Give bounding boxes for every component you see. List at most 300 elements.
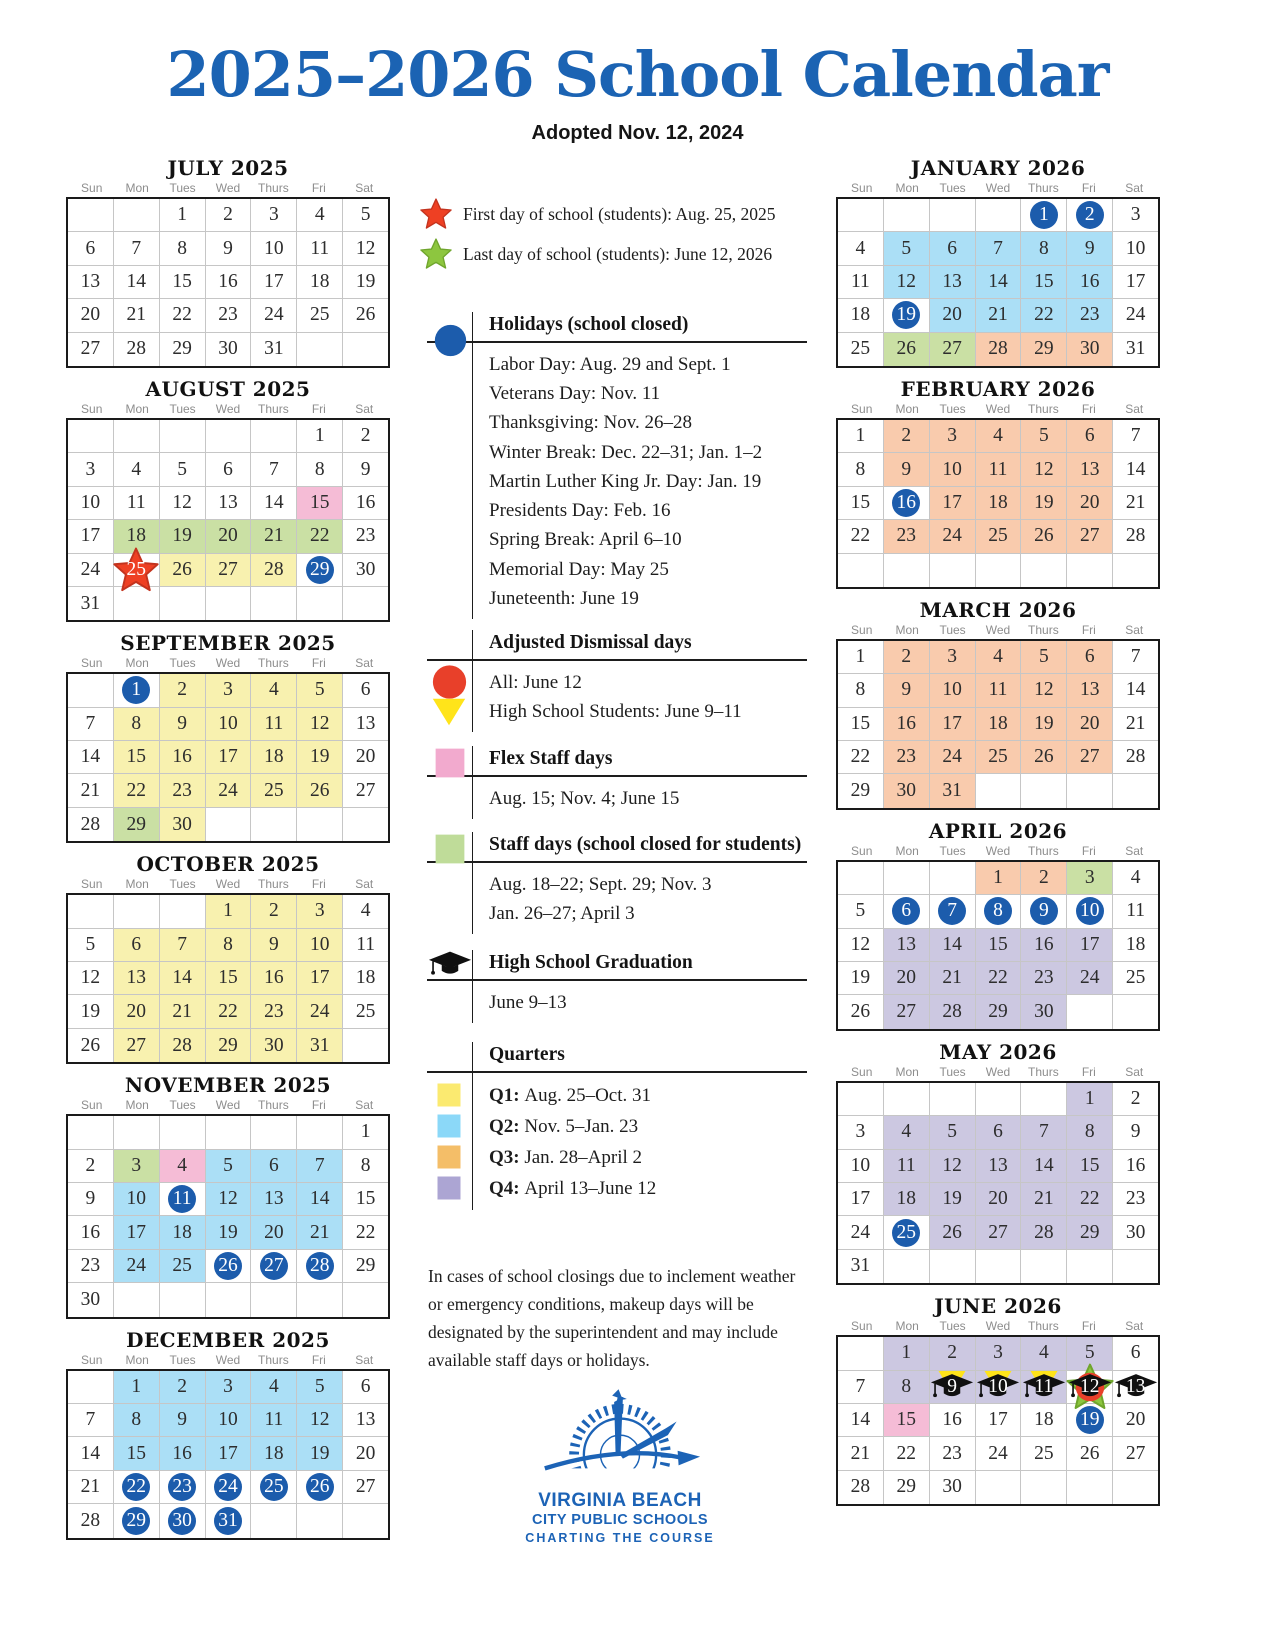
day-number: 21 bbox=[80, 1475, 101, 1497]
dow-header: Wed bbox=[985, 181, 1011, 195]
day-cell bbox=[1021, 862, 1067, 894]
day-number: 30 bbox=[1125, 1221, 1146, 1243]
day-cell bbox=[930, 333, 976, 366]
day-number: 3 bbox=[223, 1375, 233, 1397]
dow-header: Sat bbox=[1125, 1319, 1144, 1334]
day-number: 23 bbox=[1079, 304, 1100, 326]
legend-item bbox=[489, 1080, 808, 1111]
day-cell bbox=[976, 487, 1022, 519]
day-number: 3 bbox=[85, 458, 96, 480]
legend-rule bbox=[427, 659, 807, 661]
day-cell bbox=[297, 1371, 343, 1403]
week-row bbox=[838, 929, 1158, 962]
day-number: 9 bbox=[1130, 1121, 1141, 1143]
legend-item-text: Spring Break: April 6–10 bbox=[489, 529, 682, 551]
day-number: 5 bbox=[314, 679, 325, 701]
day-number: 20 bbox=[264, 1221, 284, 1243]
dow-header: Sun bbox=[81, 181, 103, 195]
quarter-label: Q3: bbox=[489, 1146, 525, 1168]
legend-item bbox=[489, 1142, 808, 1173]
day-number: 1 bbox=[1038, 204, 1049, 226]
legend-rule bbox=[427, 979, 807, 981]
day-cell bbox=[251, 1116, 297, 1148]
day-number: 25 bbox=[988, 746, 1008, 768]
day-number: 28 bbox=[988, 338, 1008, 360]
week-row bbox=[68, 266, 388, 299]
legend-item-text: April 13–June 12 bbox=[524, 1177, 657, 1199]
day-cell bbox=[884, 1083, 930, 1115]
day-number: 7 bbox=[131, 237, 142, 259]
day-cell bbox=[1021, 1404, 1067, 1436]
legend-section-flex bbox=[428, 746, 808, 819]
day-number: 26 bbox=[80, 1034, 101, 1056]
month-grid bbox=[66, 197, 390, 368]
day-cell bbox=[68, 1150, 114, 1182]
week-row bbox=[838, 995, 1158, 1028]
day-number: 13 bbox=[80, 270, 101, 292]
day-cell bbox=[206, 1029, 252, 1062]
day-number: 30 bbox=[218, 338, 238, 360]
day-number: 10 bbox=[850, 1154, 871, 1176]
day-cell bbox=[838, 520, 884, 552]
legend-item bbox=[489, 697, 808, 726]
day-number: 1 bbox=[993, 867, 1003, 889]
star-legend-line bbox=[420, 198, 776, 230]
day-cell bbox=[68, 774, 114, 806]
day-cell bbox=[251, 1404, 297, 1436]
inclement-weather-note: In cases of school closings due to inclement weather or emergency conditions, makeup days will be designated by the superintendent and may include available staff days or holidays. bbox=[428, 1266, 796, 1370]
month-title: FEBRUARY 2026 bbox=[900, 376, 1096, 401]
day-cell bbox=[884, 1404, 930, 1436]
legend-item-text: Nov. 5–Jan. 23 bbox=[524, 1115, 639, 1137]
day-cell bbox=[297, 587, 343, 620]
month-grid bbox=[836, 1081, 1160, 1285]
day-number: 4 bbox=[901, 1121, 912, 1143]
week-row bbox=[838, 554, 1158, 587]
day-cell bbox=[884, 199, 930, 231]
day-cell bbox=[251, 554, 297, 586]
day-cell bbox=[884, 520, 930, 552]
day-number: 19 bbox=[355, 270, 376, 292]
day-cell bbox=[251, 199, 297, 231]
dow-header: Mon bbox=[895, 843, 919, 858]
week-row bbox=[68, 808, 388, 841]
day-cell bbox=[838, 1150, 884, 1182]
day-cell bbox=[343, 1183, 388, 1215]
legend-item-text: High School Students: June 9–11 bbox=[489, 700, 742, 722]
day-cell bbox=[1021, 1083, 1067, 1115]
day-cell bbox=[930, 1150, 976, 1182]
day-cell bbox=[206, 1504, 252, 1537]
day-number: 14 bbox=[1034, 1154, 1054, 1176]
day-cell bbox=[68, 1029, 114, 1062]
day-number: 22 bbox=[218, 1000, 238, 1022]
day-of-week-headers bbox=[66, 1353, 390, 1369]
day-cell bbox=[1021, 199, 1067, 231]
vbcps-logo bbox=[420, 1388, 820, 1545]
day-number: 24 bbox=[218, 779, 238, 801]
day-number: 26 bbox=[896, 338, 917, 360]
day-cell bbox=[297, 929, 343, 961]
day-cell bbox=[930, 232, 976, 264]
day-number: 15 bbox=[309, 491, 330, 513]
day-cell bbox=[1067, 1083, 1113, 1115]
day-cell bbox=[1113, 1150, 1158, 1182]
day-cell bbox=[68, 1250, 114, 1282]
calendar-may-2026 bbox=[836, 1040, 1160, 1285]
day-number: 12 bbox=[309, 1409, 330, 1431]
day-number: 27 bbox=[264, 1254, 284, 1276]
day-number: 20 bbox=[218, 525, 238, 547]
dow-header: Mon bbox=[125, 1352, 149, 1367]
day-number: 11 bbox=[1126, 900, 1145, 922]
day-cell bbox=[930, 995, 976, 1028]
day-number: 19 bbox=[1034, 712, 1054, 734]
week-row bbox=[838, 333, 1158, 366]
day-number: 26 bbox=[309, 1475, 330, 1497]
day-number: 16 bbox=[1034, 933, 1054, 955]
day-cell bbox=[297, 1150, 343, 1182]
day-cell bbox=[884, 1116, 930, 1148]
dow-header: Tues bbox=[169, 401, 196, 416]
week-row bbox=[838, 1371, 1158, 1404]
legend-item bbox=[489, 899, 808, 928]
day-number: 15 bbox=[218, 967, 238, 989]
calendar-august-2025 bbox=[66, 377, 390, 622]
day-cell bbox=[1067, 1150, 1113, 1182]
day-number: 11 bbox=[851, 270, 870, 292]
day-cell bbox=[884, 487, 930, 519]
day-number: 6 bbox=[901, 900, 912, 922]
day-number: 9 bbox=[85, 1188, 96, 1210]
day-cell bbox=[1021, 1471, 1067, 1504]
holidays-circle-icon bbox=[428, 324, 472, 357]
legend-section-adjusted bbox=[428, 630, 808, 732]
day-number: 7 bbox=[947, 900, 958, 922]
quarter-label: Q4: bbox=[489, 1177, 525, 1199]
day-cell bbox=[297, 741, 343, 773]
day-cell bbox=[68, 554, 114, 586]
day-number: 5 bbox=[1038, 646, 1049, 668]
day-cell bbox=[68, 1116, 114, 1148]
calendar-january-2026 bbox=[836, 156, 1160, 368]
day-cell bbox=[976, 420, 1022, 452]
day-number: 2 bbox=[360, 425, 371, 447]
month-grid bbox=[836, 197, 1160, 368]
day-cell bbox=[297, 774, 343, 806]
day-number: 7 bbox=[177, 933, 188, 955]
day-number: 21 bbox=[1125, 491, 1146, 513]
legend-item bbox=[489, 784, 808, 813]
day-number: 10 bbox=[126, 1188, 147, 1210]
day-cell bbox=[114, 962, 160, 994]
week-row bbox=[68, 1116, 388, 1149]
day-cell bbox=[930, 962, 976, 994]
day-cell bbox=[1067, 1371, 1113, 1403]
day-number: 28 bbox=[80, 1509, 101, 1531]
dow-header: Thurs bbox=[1028, 1064, 1059, 1079]
day-cell bbox=[68, 929, 114, 961]
day-cell bbox=[68, 299, 114, 331]
day-number: 12 bbox=[309, 712, 330, 734]
month-title: SEPTEMBER 2025 bbox=[120, 631, 336, 656]
logo-line-1: VIRGINIA BEACH bbox=[538, 1490, 702, 1511]
day-number: 24 bbox=[309, 1000, 330, 1022]
day-cell bbox=[1067, 520, 1113, 552]
day-number: 17 bbox=[309, 967, 330, 989]
day-number: 9 bbox=[360, 458, 371, 480]
day-number: 14 bbox=[80, 1442, 101, 1464]
day-number: 5 bbox=[1038, 425, 1049, 447]
week-row bbox=[68, 453, 388, 486]
day-number: 9 bbox=[947, 1375, 958, 1397]
day-cell bbox=[251, 1029, 297, 1062]
day-number: 4 bbox=[993, 646, 1003, 668]
day-number: 10 bbox=[942, 458, 962, 480]
day-cell bbox=[114, 708, 160, 740]
day-number: 10 bbox=[264, 237, 284, 259]
legend-item bbox=[489, 555, 808, 584]
day-number: 14 bbox=[309, 1188, 330, 1210]
day-of-week-headers bbox=[836, 623, 1160, 639]
day-cell bbox=[1067, 929, 1113, 961]
day-number: 4 bbox=[268, 679, 279, 701]
day-cell bbox=[160, 808, 206, 841]
day-number: 15 bbox=[126, 1442, 147, 1464]
day-cell bbox=[206, 587, 252, 620]
day-cell bbox=[1021, 299, 1067, 331]
dow-header: Wed bbox=[215, 401, 241, 416]
calendar-april-2026 bbox=[836, 819, 1160, 1031]
day-cell bbox=[1113, 554, 1158, 587]
day-cell bbox=[838, 895, 884, 927]
day-cell bbox=[838, 266, 884, 298]
day-cell bbox=[114, 674, 160, 706]
day-cell bbox=[1113, 741, 1158, 773]
day-cell bbox=[343, 1116, 388, 1148]
week-row bbox=[838, 299, 1158, 332]
day-number: 18 bbox=[988, 712, 1008, 734]
day-cell bbox=[114, 554, 160, 586]
day-number: 11 bbox=[126, 491, 146, 513]
day-number: 29 bbox=[896, 1476, 917, 1498]
day-cell bbox=[68, 808, 114, 841]
month-title: DECEMBER 2025 bbox=[126, 1327, 330, 1352]
week-row bbox=[68, 962, 388, 995]
dow-header: Fri bbox=[1081, 401, 1096, 416]
day-cell bbox=[884, 1183, 930, 1215]
day-cell bbox=[297, 962, 343, 994]
dow-header: Tues bbox=[939, 401, 966, 416]
day-cell bbox=[1067, 962, 1113, 994]
day-cell bbox=[884, 1471, 930, 1504]
day-number: 15 bbox=[850, 491, 871, 513]
day-number: 6 bbox=[223, 458, 233, 480]
day-number: 16 bbox=[1079, 270, 1100, 292]
day-cell bbox=[343, 1371, 388, 1403]
day-number: 28 bbox=[850, 1476, 871, 1498]
logo-line-3: CHARTING THE COURSE bbox=[525, 1531, 715, 1545]
dow-header: Thurs bbox=[1028, 843, 1059, 858]
q3-swatch bbox=[427, 1145, 471, 1169]
day-cell bbox=[206, 1250, 252, 1282]
day-cell bbox=[838, 1337, 884, 1369]
day-cell bbox=[976, 1183, 1022, 1215]
day-number: 10 bbox=[218, 712, 238, 734]
day-cell bbox=[160, 1150, 206, 1182]
day-number: 25 bbox=[309, 304, 330, 326]
day-cell bbox=[1067, 1183, 1113, 1215]
day-number: 24 bbox=[264, 304, 284, 326]
day-number: 12 bbox=[942, 1154, 962, 1176]
day-cell bbox=[1021, 708, 1067, 740]
day-number: 2 bbox=[947, 1342, 958, 1364]
day-number: 20 bbox=[896, 967, 917, 989]
day-number: 14 bbox=[126, 270, 147, 292]
day-cell bbox=[114, 1371, 160, 1403]
day-number: 8 bbox=[855, 679, 866, 701]
dow-header: Wed bbox=[215, 181, 241, 195]
day-number: 19 bbox=[218, 1221, 238, 1243]
legend-item-text: Presidents Day: Feb. 16 bbox=[489, 500, 671, 522]
day-number: 18 bbox=[172, 1221, 192, 1243]
day-number: 4 bbox=[1130, 867, 1141, 889]
day-number: 20 bbox=[355, 1442, 376, 1464]
day-number: 10 bbox=[1125, 237, 1146, 259]
month-title: APRIL 2026 bbox=[928, 818, 1068, 843]
day-cell bbox=[251, 1437, 297, 1469]
week-row bbox=[68, 420, 388, 453]
day-cell bbox=[1021, 895, 1067, 927]
calendar-july-2025 bbox=[66, 156, 390, 368]
day-cell bbox=[1021, 995, 1067, 1028]
day-number: 2 bbox=[1038, 867, 1049, 889]
day-of-week-headers bbox=[836, 844, 1160, 860]
day-cell bbox=[297, 808, 343, 841]
day-cell bbox=[343, 333, 388, 366]
day-number: 13 bbox=[355, 712, 376, 734]
day-cell bbox=[343, 1029, 388, 1062]
legend-item bbox=[489, 870, 808, 899]
week-row bbox=[838, 420, 1158, 453]
day-number: 1 bbox=[314, 425, 325, 447]
day-cell bbox=[1021, 774, 1067, 807]
day-number: 11 bbox=[988, 679, 1008, 701]
day-number: 7 bbox=[268, 458, 279, 480]
day-cell bbox=[343, 741, 388, 773]
day-number: 17 bbox=[850, 1188, 871, 1210]
dow-header: Tues bbox=[169, 1098, 196, 1113]
day-number: 26 bbox=[1079, 1442, 1100, 1464]
day-number: 31 bbox=[80, 592, 101, 614]
legend-item-text: Thanksgiving: Nov. 26–28 bbox=[489, 412, 693, 434]
day-cell bbox=[1067, 774, 1113, 807]
day-number: 29 bbox=[988, 1001, 1008, 1023]
day-number: 29 bbox=[1079, 1221, 1100, 1243]
day-number: 4 bbox=[314, 204, 325, 226]
day-cell bbox=[297, 674, 343, 706]
day-number: 3 bbox=[993, 1342, 1003, 1364]
day-cell bbox=[251, 587, 297, 620]
week-row bbox=[838, 895, 1158, 928]
day-cell bbox=[838, 741, 884, 773]
day-number: 8 bbox=[131, 712, 142, 734]
day-number: 6 bbox=[1130, 1342, 1141, 1364]
day-cell bbox=[160, 929, 206, 961]
day-cell bbox=[114, 266, 160, 298]
day-number: 19 bbox=[1079, 1409, 1100, 1431]
day-number: 24 bbox=[988, 1442, 1008, 1464]
first-day-star-icon bbox=[420, 198, 452, 230]
day-cell bbox=[838, 1250, 884, 1283]
week-row bbox=[68, 1283, 388, 1316]
day-cell bbox=[343, 299, 388, 331]
dow-header: Sat bbox=[355, 877, 374, 892]
day-cell bbox=[206, 1183, 252, 1215]
day-number: 12 bbox=[1079, 1375, 1100, 1397]
dow-header: Thurs bbox=[1028, 181, 1059, 195]
day-number: 18 bbox=[1034, 1409, 1054, 1431]
legend-item bbox=[489, 467, 808, 496]
day-cell bbox=[930, 266, 976, 298]
day-number: 16 bbox=[218, 270, 238, 292]
week-row bbox=[68, 333, 388, 366]
week-row bbox=[838, 487, 1158, 520]
day-cell bbox=[343, 774, 388, 806]
day-cell bbox=[884, 641, 930, 673]
day-cell bbox=[930, 895, 976, 927]
day-number: 2 bbox=[1084, 204, 1095, 226]
day-cell bbox=[160, 420, 206, 452]
day-cell bbox=[884, 266, 930, 298]
dow-header: Thurs bbox=[1028, 401, 1059, 416]
day-number: 3 bbox=[223, 679, 233, 701]
day-cell bbox=[930, 554, 976, 587]
day-number: 13 bbox=[1125, 1375, 1146, 1397]
day-cell bbox=[838, 1116, 884, 1148]
day-number: 25 bbox=[1034, 1442, 1054, 1464]
day-cell bbox=[838, 1083, 884, 1115]
week-row bbox=[838, 1116, 1158, 1149]
day-number: 11 bbox=[356, 933, 375, 955]
day-number: 21 bbox=[309, 1221, 330, 1243]
day-number: 22 bbox=[309, 525, 330, 547]
day-cell bbox=[1067, 453, 1113, 485]
day-number: 17 bbox=[988, 1409, 1008, 1431]
day-cell bbox=[343, 1504, 388, 1537]
legend-title-flex: Flex Staff days bbox=[489, 748, 613, 769]
dow-header: Thurs bbox=[1028, 1319, 1059, 1334]
day-number: 19 bbox=[172, 525, 192, 547]
day-number: 31 bbox=[942, 780, 962, 802]
dow-header: Wed bbox=[985, 1319, 1011, 1334]
day-number: 6 bbox=[131, 933, 142, 955]
legend-item bbox=[489, 379, 808, 408]
day-cell bbox=[297, 995, 343, 1027]
day-cell bbox=[1067, 554, 1113, 587]
day-number: 24 bbox=[126, 1254, 147, 1276]
day-cell bbox=[1113, 995, 1158, 1028]
day-cell bbox=[251, 1216, 297, 1248]
day-cell bbox=[297, 1029, 343, 1062]
day-number: 13 bbox=[896, 933, 917, 955]
day-cell bbox=[930, 487, 976, 519]
day-cell bbox=[1067, 420, 1113, 452]
day-number: 25 bbox=[1125, 967, 1146, 989]
staff-days-swatch bbox=[428, 834, 472, 864]
day-cell bbox=[838, 333, 884, 366]
day-number: 9 bbox=[1084, 237, 1095, 259]
